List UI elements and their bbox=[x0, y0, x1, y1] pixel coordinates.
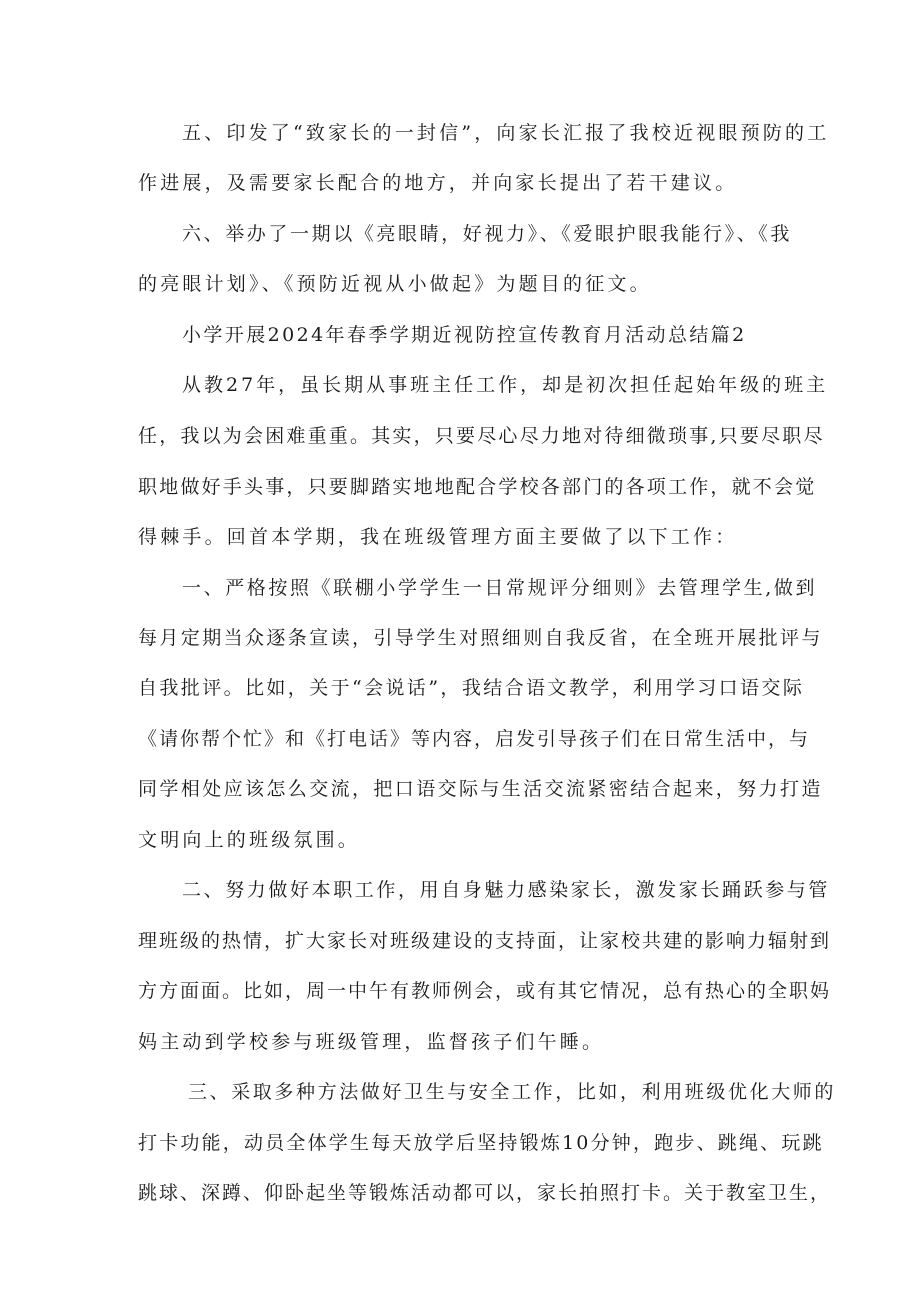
paragraph-line: 从教27年，虽长期从事班主任工作，却是初次担任起始年级的班主 bbox=[182, 374, 829, 396]
paragraph-line: 职地做好手头事，只要脚踏实地地配合学校各部门的各项工作，就不会觉 bbox=[138, 476, 817, 498]
paragraph-line: 的亮眼计划》、《预防近视从小做起》为题目的征文。 bbox=[138, 273, 652, 295]
paragraph-line: 理班级的热情，扩大家长对班级建设的支持面，让家校共建的影响力辐射到 bbox=[138, 930, 832, 952]
paragraph-line: 跳球、深蹲、仰卧起坐等锻炼活动都可以，家长拍照打卡。关于教室卫生， bbox=[138, 1182, 832, 1204]
paragraph-line: 文明向上的班级氛围。 bbox=[138, 829, 361, 851]
paragraph-line: 二、努力做好本职工作，用自身魅力感染家长，激发家长踊跃参与管 bbox=[182, 879, 831, 901]
paragraph-line: 方方面面。比如，周一中午有教师例会，或有其它情况，总有热心的全职妈 bbox=[138, 980, 832, 1002]
paragraph-line: 六、举办了一期以《亮眼睛，好视力》、《爱眼护眼我能行》、《我 bbox=[182, 223, 793, 245]
paragraph-line: 同学相处应该怎么交流，把口语交际与生活交流紧密结合起来，努力打造 bbox=[138, 778, 823, 800]
paragraph-line: 一、严格按照《联棚小学学生一日常规评分细则》去管理学生,做到 bbox=[182, 577, 818, 599]
paragraph-line: 每月定期当众逐条宣读，引导学生对照细则自我反省，在全班开展批评与 bbox=[138, 627, 823, 649]
section-heading: 小学开展2024年春季学期近视防控宣传教育月活动总结篇2 bbox=[182, 324, 747, 346]
paragraph-line: 打卡功能，动员全体学生每天放学后坚持锻炼10分钟，跑步、跳绳、玩跳 bbox=[138, 1132, 824, 1154]
paragraph-line: 任，我以为会困难重重。其实，只要尽心尽力地对待细微琐事,只要尽职尽 bbox=[138, 425, 825, 447]
paragraph-line: 三、采取多种方法做好卫生与安全工作，比如，利用班级优化大师的 bbox=[188, 1081, 837, 1103]
paragraph-line: 妈主动到学校参与班级管理，监督孩子们午睡。 bbox=[138, 1031, 605, 1053]
paragraph-line: 得棘手。回首本学期，我在班级管理方面主要做了以下工作： bbox=[138, 526, 738, 548]
paragraph-line: 五、印发了“致家长的一封信”，向家长汇报了我校近视眼预防的工 bbox=[182, 122, 830, 144]
paragraph-line: 作进展，及需要家长配合的地方，并向家长提出了若干建议。 bbox=[138, 172, 738, 194]
paragraph-line: 自我批评。比如，关于“会说话”，我结合语文教学，利用学习口语交际 bbox=[138, 677, 805, 699]
paragraph-line: 《请你帮个忙》和《打电话》等内容，启发引导孩子们在日常生活中，与 bbox=[138, 728, 811, 750]
